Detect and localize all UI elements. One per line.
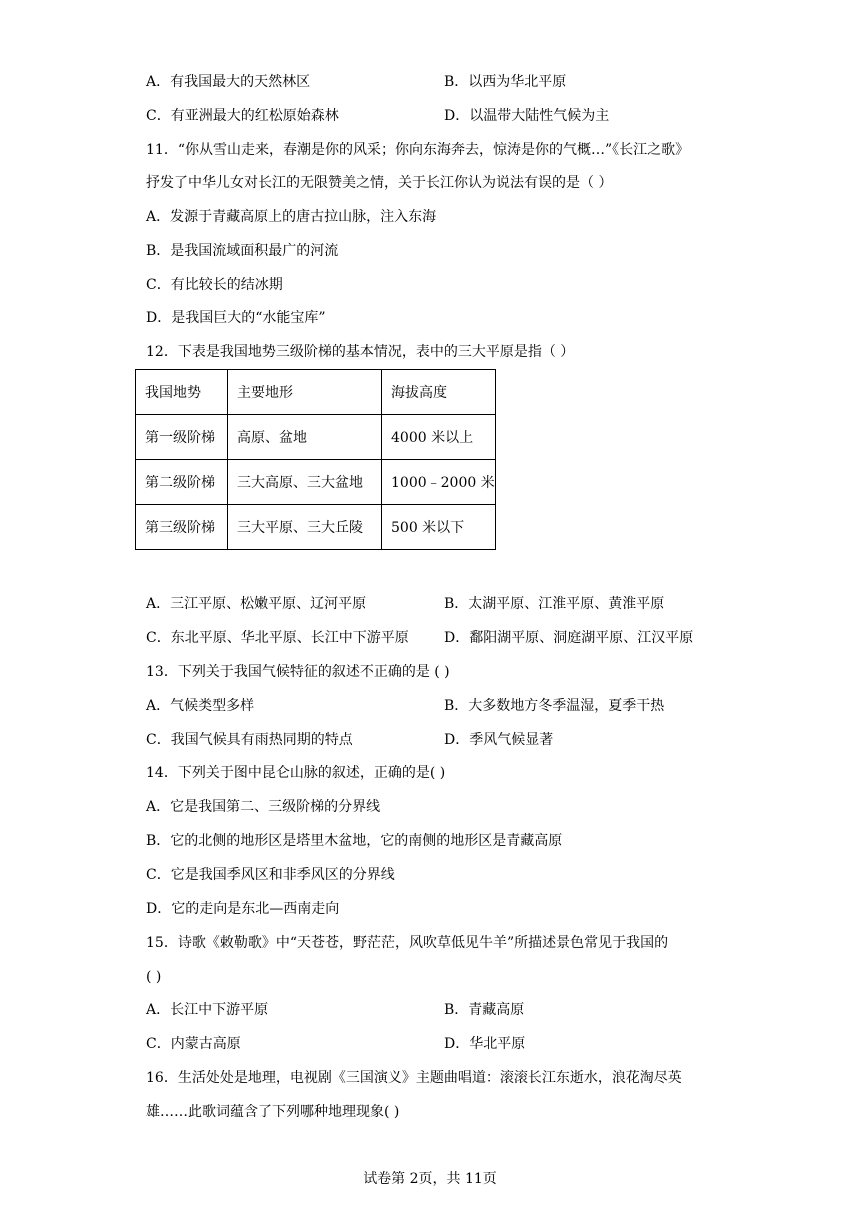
table-cell: 高原、盆地 — [228, 415, 382, 460]
q10-option-c: C．有亚洲最大的红松原始森林 — [146, 108, 339, 124]
q16-stem-line1: 16．生活处处是地理，电视剧《三国演义》主题曲唱道：滚滚长江东逝水，浪花淘尽英 — [146, 1070, 682, 1086]
q12-option-b: B．太湖平原、江淮平原、黄淮平原 — [444, 596, 665, 612]
q13-option-d: D．季风气候显著 — [444, 732, 554, 748]
q12-option-d: D．鄱阳湖平原、洞庭湖平原、江汉平原 — [444, 630, 694, 646]
q15-option-d: D．华北平原 — [444, 1036, 526, 1052]
q11-stem-line2: 抒发了中华儿女对长江的无限赞美之情，关于长江你认为说法有误的是（ ） — [146, 175, 613, 191]
q14-option-c: C．它是我国季风区和非季风区的分界线 — [146, 867, 395, 883]
q15-option-b: B．青藏高原 — [444, 1002, 525, 1018]
q15-stem-line2: ( ) — [146, 969, 162, 985]
table-header-row — [136, 370, 496, 415]
q10-option-d: D．以温带大陆性气候为主 — [444, 108, 610, 124]
q14-option-b: B．它的北侧的地形区是塔里木盆地，它的南侧的地形区是青藏高原 — [146, 833, 563, 849]
table-row — [136, 460, 496, 505]
q15-option-c: C．内蒙古高原 — [146, 1036, 241, 1052]
page-footer: 试卷第 2页，共 11页 — [363, 1171, 497, 1187]
terrain-steps-table — [135, 369, 496, 550]
q13-option-c: C．我国气候具有雨热同期的特点 — [146, 732, 353, 748]
q15-option-a: A．长江中下游平原 — [146, 1002, 269, 1018]
table-cell: 第三级阶梯 — [136, 505, 228, 550]
table-header-cell: 海拔高度 — [382, 370, 496, 415]
q14-option-d: D．它的走向是东北—西南走向 — [146, 901, 340, 917]
q12-option-a: A．三江平原、松嫩平原、辽河平原 — [146, 596, 367, 612]
q13-option-a: A．气候类型多样 — [146, 698, 255, 714]
q11-option-c: C．有比较长的结冰期 — [146, 277, 283, 293]
table-row — [136, 505, 496, 550]
table-row — [136, 415, 496, 460]
table-cell: 三大平原、三大丘陵 — [228, 505, 382, 550]
q11-option-b: B．是我国流域面积最广的河流 — [146, 243, 339, 259]
table-cell: 第一级阶梯 — [136, 415, 228, 460]
q11-option-a: A．发源于青藏高原上的唐古拉山脉，注入东海 — [146, 209, 437, 225]
q11-stem-line1: 11．“你从雪山走来，春潮是你的风采；你向东海奔去，惊涛是你的气概…”《长江之歌》 — [146, 142, 690, 158]
table-cell: 三大高原、三大盆地 — [228, 460, 382, 505]
q12-stem: 12．下表是我国地势三级阶梯的基本情况，表中的三大平原是指（ ） — [146, 344, 575, 360]
q13-option-b: B．大多数地方冬季温湿，夏季干热 — [444, 698, 665, 714]
q10-option-b: B．以西为华北平原 — [444, 74, 567, 90]
q16-stem-line2: 雄……此歌词蕴含了下列哪种地理现象( ) — [146, 1104, 400, 1120]
q11-option-d: D．是我国巨大的“水能宝库” — [146, 310, 326, 326]
q14-stem: 14．下列关于图中昆仑山脉的叙述，正确的是( ) — [146, 765, 446, 781]
q15-stem-line1: 15．诗歌《敕勒歌》中“天苍苍，野茫茫，风吹草低见牛羊”所描述景色常见于我国的 — [146, 935, 669, 951]
table-cell: 1000﹣2000 米 — [382, 460, 496, 505]
q13-stem: 13．下列关于我国气候特征的叙述不正确的是 ( ) — [146, 664, 450, 680]
q10-option-a: A．有我国最大的天然林区 — [146, 74, 311, 90]
table-cell: 500 米以下 — [382, 505, 496, 550]
q14-option-a: A．它是我国第二、三级阶梯的分界线 — [146, 799, 381, 815]
table-cell: 4000 米以上 — [382, 415, 496, 460]
table-header-cell: 主要地形 — [228, 370, 382, 415]
q12-option-c: C．东北平原、华北平原、长江中下游平原 — [146, 630, 409, 646]
table-cell: 第二级阶梯 — [136, 460, 228, 505]
table-header-cell: 我国地势 — [136, 370, 228, 415]
